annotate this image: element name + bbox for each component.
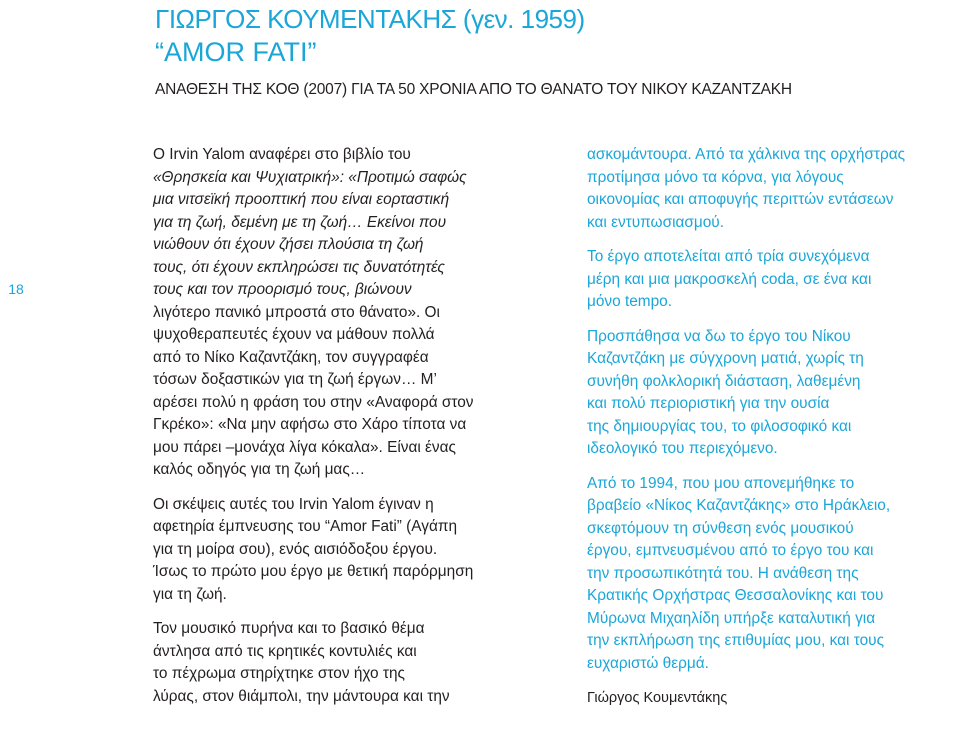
text-line: καλός οδηγός για τη ζωή μας… (153, 461, 366, 478)
text-line: νιώθουν ότι έχουν ζήσει πλούσια τη ζωή (153, 236, 424, 253)
text-line: Ίσως το πρώτο μου έργο με θετική παρόρμηση (153, 563, 474, 580)
text-line: «Θρησκεία και Ψυχιατρική»: «Προτιμώ σαφώς (153, 168, 467, 186)
text-line: Τον μουσικό πυρήνα και το βασικό θέμα (153, 620, 425, 637)
text-line: έργου, εμπνευσμένου από το έργο του και (587, 542, 874, 559)
text-line: από το Νίκο Καζαντζάκη, τον συγγραφέα (153, 348, 429, 366)
text-line: τόσων δοξαστικών για τη ζωή έργων… Μ’ (153, 371, 437, 388)
paragraph-commission-history (587, 473, 959, 676)
text-line: τους και τον προορισμό τους, βιώνουν (153, 281, 412, 298)
text-line: ιδεολογικό του περιεχόμενο. (587, 440, 778, 457)
text-line: Γκρέκο»: «Να μην αφήσω στο Χάρο τίποτα να (153, 416, 467, 433)
commission-subtitle: ΑΝΑΘΕΣΗ ΤΗΣ ΚΟΘ (2007) ΓΙΑ ΤΑ 50 ΧΡΟΝΙΑ ΑΠΟ ΤΟ ΘΑΝΑΤΟ ΤΟΥ ΝΙΚΟΥ ΚΑΖΑΝΤΖΑΚΗ (155, 81, 792, 98)
author-signature: Γιώργος Κουμεντάκης (587, 690, 728, 706)
text-line: αφετηρία έμπνευσης του “Amor Fati” (Αγάπη (153, 518, 458, 535)
text-line: της δημιουργίας του, το φιλοσοφικό και (587, 417, 852, 435)
text-line: τους, ότι έχουν εκπληρώσει τις δυνατότητές (153, 258, 445, 276)
text-line: Το έργο αποτελείται από τρία συνεχόμενα (587, 248, 870, 265)
text-line: λιγότερο πανικό μπροστά στο θάνατο». Οι (153, 303, 440, 321)
header (155, 4, 955, 100)
paragraph-structure (587, 246, 959, 314)
left-column (153, 144, 553, 720)
text-line: μόνο tempo. (587, 293, 673, 310)
text-line: ψυχοθεραπευτές έχουν να μάθουν πολλά (153, 326, 435, 343)
paragraph-musical-core (153, 618, 553, 708)
composer-name: ΓΙΩΡΓΟΣ ΚΟΥΜΕΝΤΑΚΗΣ (γεν. 1959) (155, 4, 585, 34)
text-line: για τη ζωή, δεμένη με τη ζωή… Εκείνοι που (153, 213, 447, 231)
paragraph-orchestration (587, 144, 959, 234)
paragraph-amor-fati-inspiration (153, 494, 553, 607)
text-line: μου πάρει –μονάχα λίγα κόκαλα». Είναι ένας (153, 438, 456, 456)
text-line: Καζαντζάκη με σύγχρονη ματιά, χωρίς τη (587, 350, 864, 367)
text-line: συνήθη φολκλορική διάσταση, λαθεμένη (587, 372, 861, 390)
text-line: Μύρωνα Μιχαηλίδη υπήρξε καταλυτική για (587, 609, 876, 627)
text-line: Οι σκέψεις αυτές του Irvin Yalom έγιναν η (153, 495, 434, 513)
text-line: λύρας, στον θιάμπολι, την μάντουρα και την (153, 687, 450, 705)
paragraph-modern-view (587, 326, 959, 461)
text-line: προτίμησα μόνο τα κόρνα, για λόγους (587, 168, 844, 186)
text-line: και εντυπωσιασμού. (587, 213, 725, 231)
text-line: και πολύ περιοριστική για την ουσία (587, 395, 830, 412)
text-line: αρέσει πολύ η φράση του στην «Αναφορά στον (153, 393, 474, 411)
text-line: σκεφτόμουν τη σύνθεση ενός μουσικού (587, 519, 854, 537)
text-line: την προσωπικότητά του. Η ανάθεση της (587, 564, 859, 582)
text-line: ευχαριστώ θερμά. (587, 654, 709, 672)
text-line: οικονομίας και αποφυγής περιττών εντάσεων (587, 191, 894, 208)
paragraph-yalom-quote (153, 144, 553, 482)
text-line: Από το 1994, που μου απονεμήθηκε το (587, 474, 855, 492)
text-line: το πέχρωμα στηρίχτηκε στον ήχο της (153, 665, 405, 682)
text-line: βραβείο «Νίκος Καζαντζάκης» στο Ηράκλειο, (587, 497, 891, 514)
text-line: Προσπάθησα να δω το έργο του Νίκου (587, 327, 851, 345)
text-line: μια νιτσεϊκή προοπτική που είναι εορταστική (153, 191, 450, 208)
text-line: την εκπλήρωση της επιθυμίας μου, και τους (587, 632, 884, 649)
text-line: για τη ζωή. (153, 585, 227, 603)
page-number: 18 (8, 281, 24, 297)
work-title: “AMOR FATI” (155, 37, 317, 67)
right-column (587, 144, 959, 710)
text-line: Κρατικής Ορχήστρας Θεσσαλονίκης και του (587, 587, 884, 604)
text-line: Ο Irvin Yalom αναφέρει στο βιβλίο του (153, 146, 411, 163)
text-line: άντλησα από τις κρητικές κοντυλιές και (153, 642, 417, 660)
text-line: για τη μοίρα σου), ενός αισιόδοξου έργου. (153, 540, 438, 558)
text-line: ασκομάντουρα. Από τα χάλκινα της ορχήστρας (587, 146, 906, 163)
text-line: μέρη και μια μακροσκελή coda, σε ένα και (587, 270, 872, 288)
